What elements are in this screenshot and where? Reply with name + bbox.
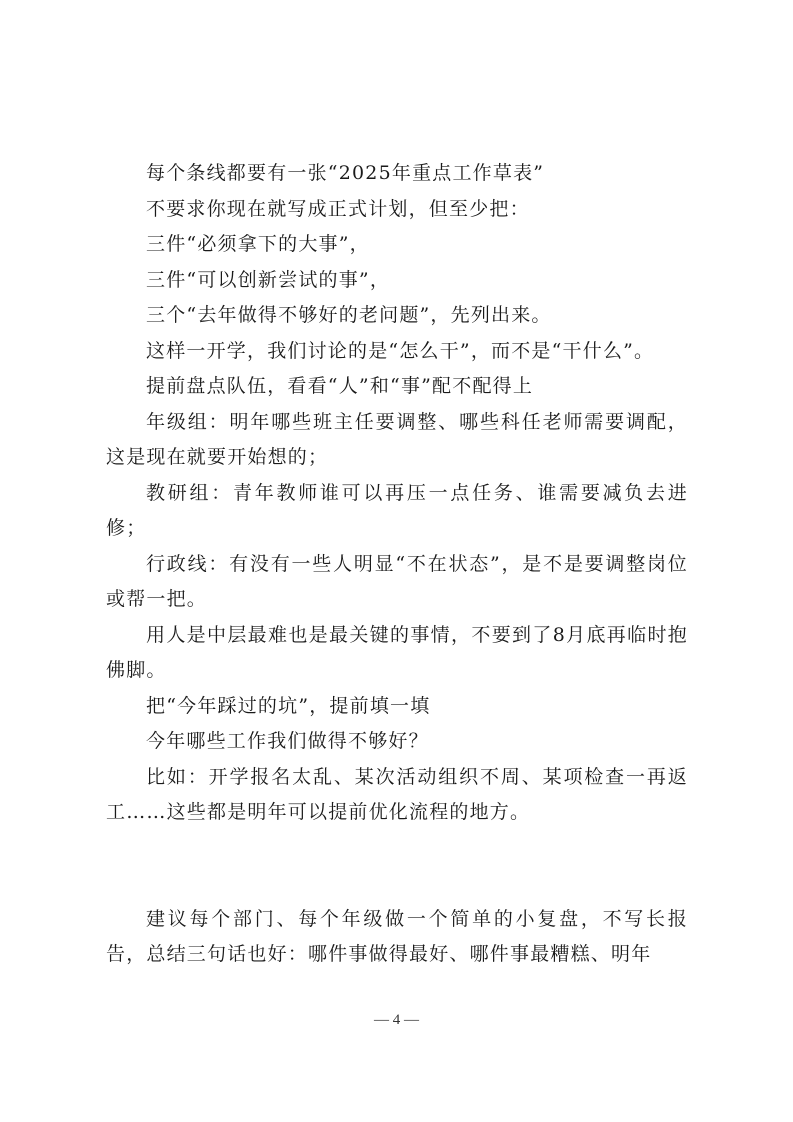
paragraph: 用人是中层最难也是最关键的事情，不要到了8月底再临时抱佛脚。 bbox=[106, 623, 688, 681]
paragraph: 这样一开学，我们讨论的是“怎么干”，而不是“干什么”。 bbox=[146, 339, 655, 362]
paragraph: 教研组：青年教师谁可以再压一点任务、谁需要减负去进修； bbox=[106, 481, 688, 539]
section-heading: 把“今年踩过的坑”，提前填一填 bbox=[146, 694, 431, 717]
blank-line bbox=[106, 831, 688, 902]
paragraph: 每个条线都要有一张“2025年重点工作草表” bbox=[146, 162, 545, 184]
paragraph: 行政线：有没有一些人明显“不在状态”，是不是要调整岗位或帮一把。 bbox=[106, 552, 688, 610]
section-heading: 提前盘点队伍，看看“人”和“事”配不配得上 bbox=[146, 375, 534, 397]
paragraph: 三件“可以创新尝试的事”， bbox=[146, 268, 391, 291]
paragraph: 建议每个部门、每个年级做一个简单的小复盘，不写长报告，总结三句话也好：哪件事做得最好、哪件事最糟糕、明年 bbox=[106, 907, 688, 965]
paragraph: 不要求你现在就写成正式计划，但至少把： bbox=[146, 197, 530, 220]
document-body bbox=[106, 156, 688, 973]
paragraph: 三件“必须拿下的大事”， bbox=[146, 233, 370, 255]
paragraph: 年级组：明年哪些班主任要调整、哪些科任老师需要调配，这是现在就要开始想的； bbox=[106, 410, 688, 468]
page-number: — 4 — bbox=[374, 1012, 419, 1028]
paragraph: 比如：开学报名太乱、某次活动组织不周、某项检查一再返工……这些都是明年可以提前优化流程的地方。 bbox=[106, 765, 688, 823]
paragraph: 今年哪些工作我们做得不够好？ bbox=[146, 730, 429, 752]
paragraph: 三个“去年做得不够好的老问题”，先列出来。 bbox=[146, 304, 552, 326]
